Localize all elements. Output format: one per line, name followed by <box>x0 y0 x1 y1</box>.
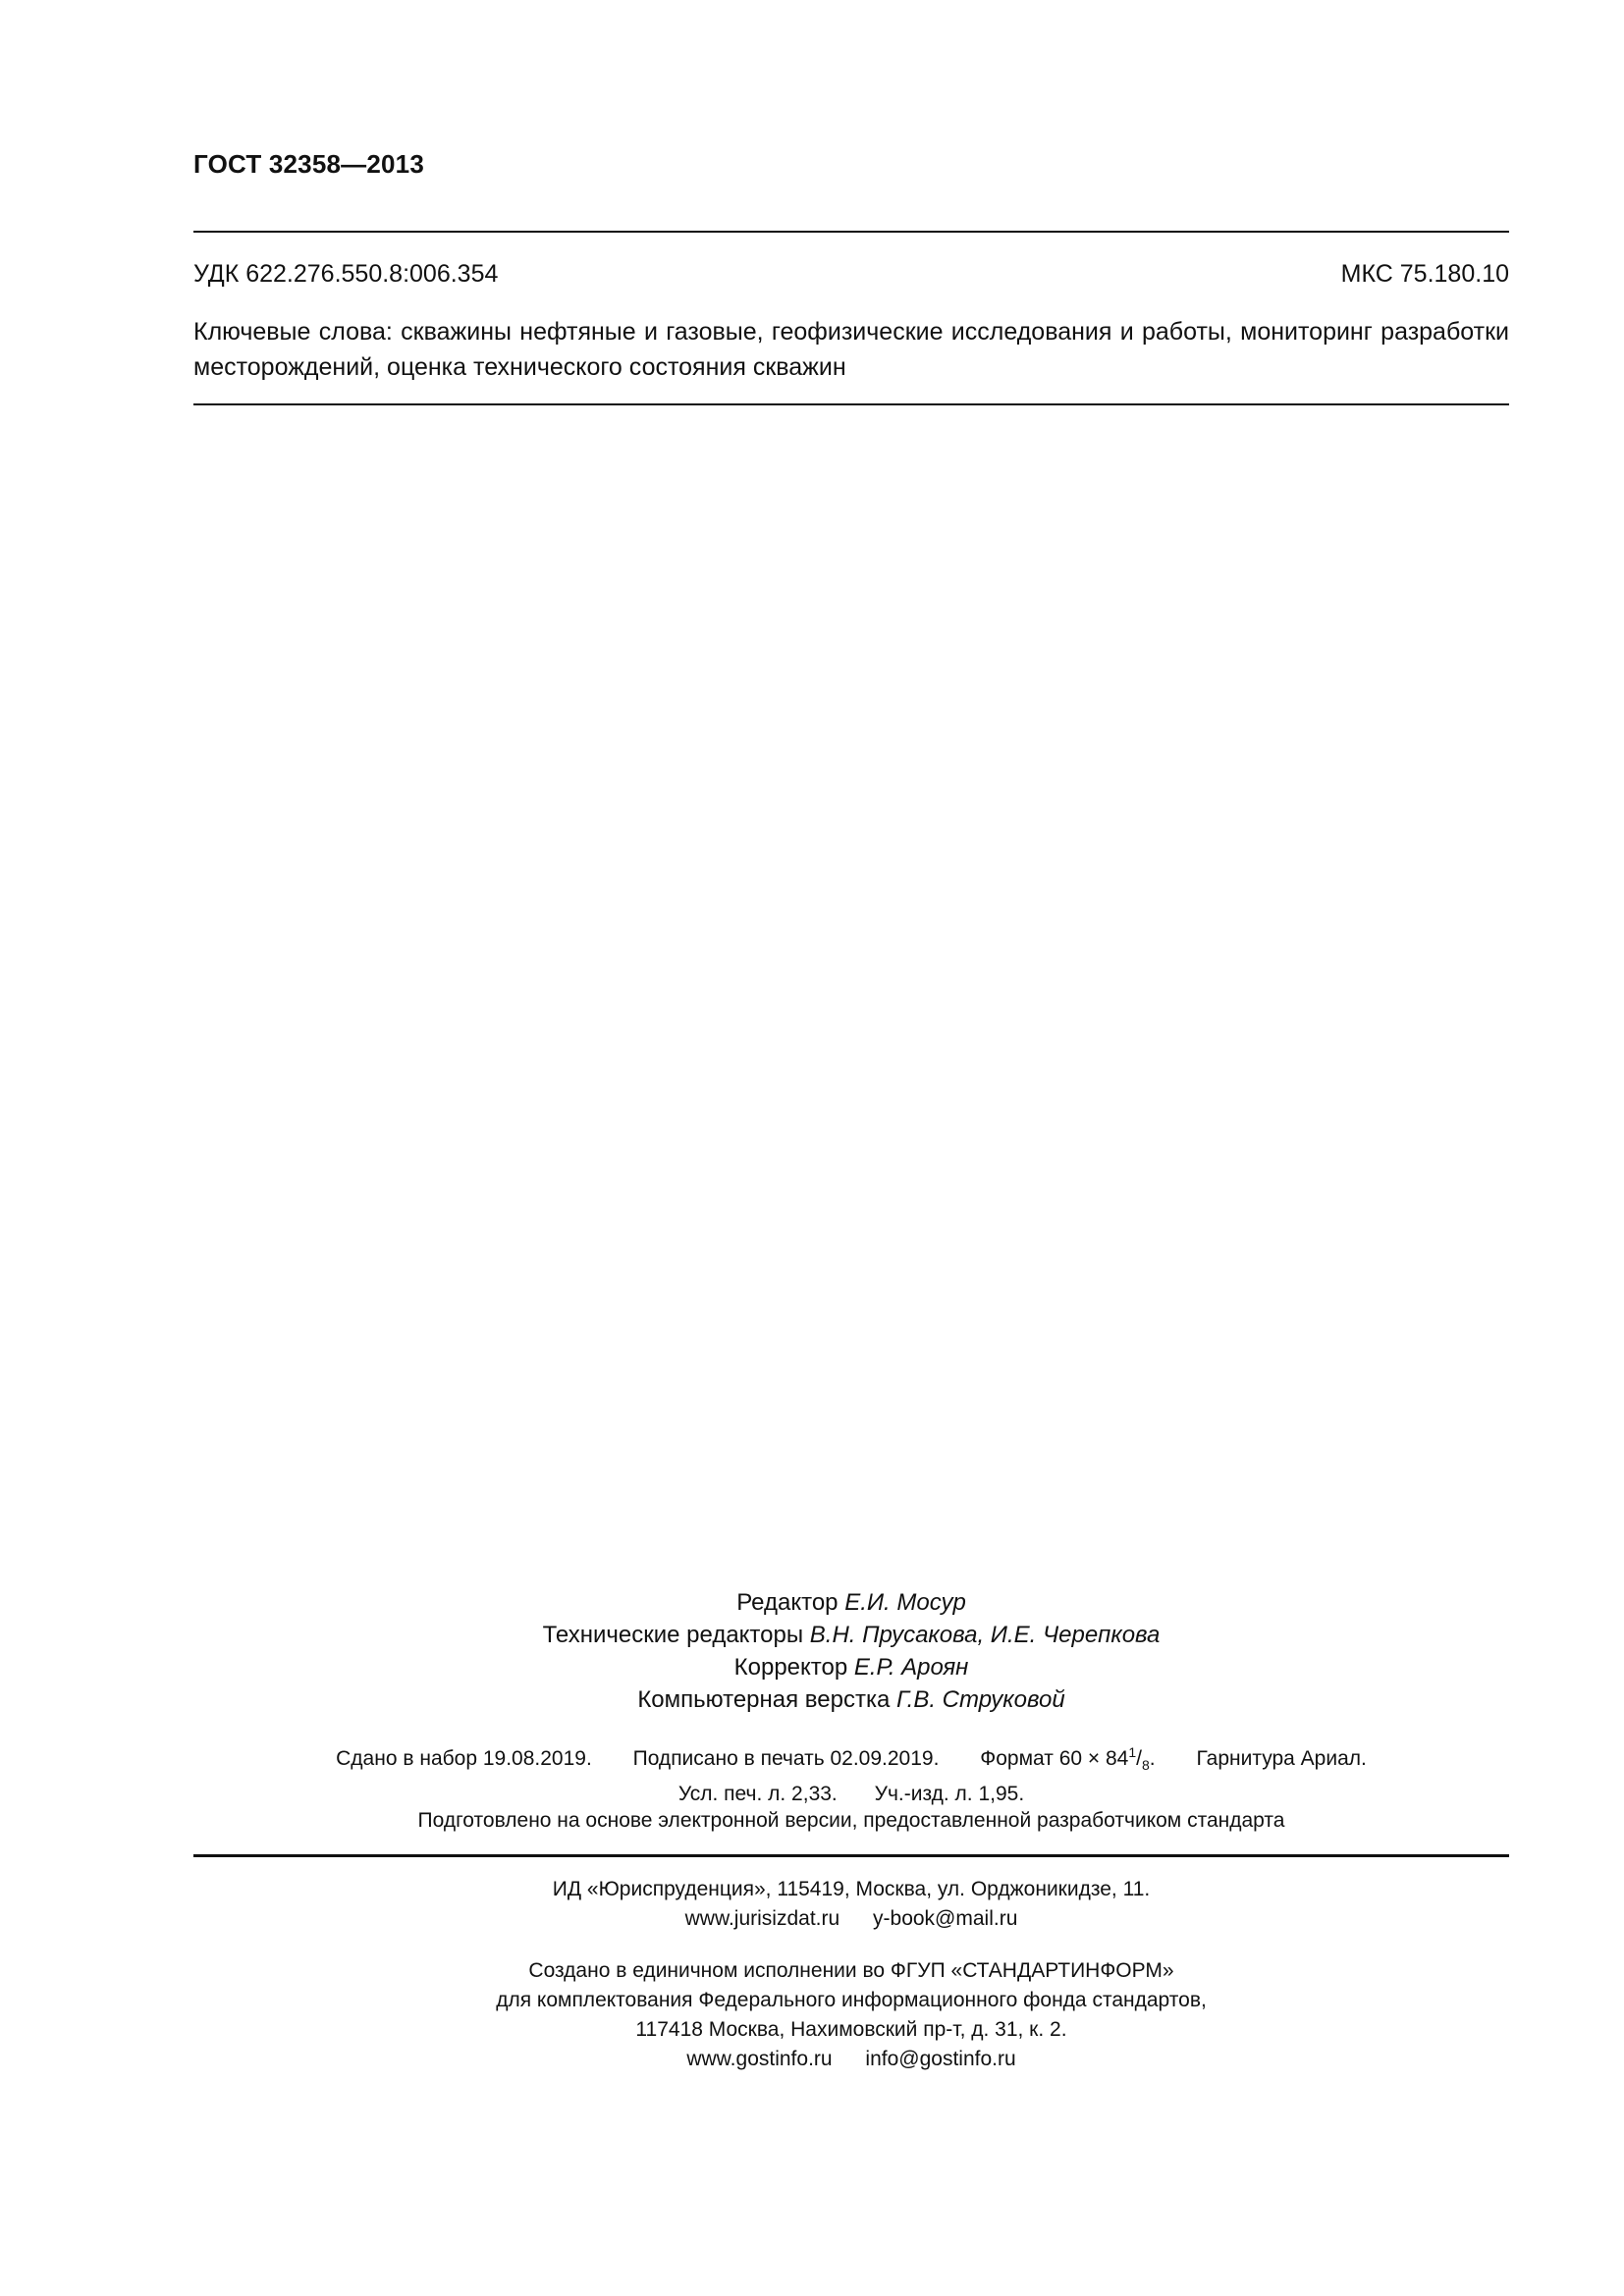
publisher-address: ИД «Юриспруденция», 115419, Москва, ул. Орджоникидзе, 11. <box>552 1878 1151 1900</box>
gostinfo-website-link[interactable]: www.gostinfo.ru <box>686 2048 833 2070</box>
standard-code: ГОСТ 32358—2013 <box>193 149 424 179</box>
created-block <box>193 1956 1509 2074</box>
corrector-label: Корректор <box>733 1654 848 1681</box>
publisher-block <box>193 1875 1509 1934</box>
tech-editors-names: В.Н. Прусакова, И.Е. Черепкова <box>809 1622 1161 1648</box>
credits-block <box>193 1586 1509 1716</box>
tech-editors-line <box>193 1619 1509 1651</box>
format-suffix: . <box>1149 1747 1156 1770</box>
typeface-info: Гарнитура Ариал. <box>1196 1747 1367 1770</box>
layout-name: Г.В. Струковой <box>896 1686 1065 1713</box>
keywords-divider <box>193 403 1509 405</box>
layout-label: Компьютерная верстка <box>637 1686 891 1713</box>
editor-label: Редактор <box>736 1589 839 1616</box>
signed-text: Подписано в печать 02.09.2019. <box>632 1747 940 1770</box>
created-line-1: Создано в единичном исполнении во ФГУП «СТАНДАРТИНФОРМ» <box>528 1959 1174 1982</box>
publisher-email-link[interactable]: y-book@mail.ru <box>873 1907 1018 1930</box>
print-info-row-1 <box>193 1737 1509 1780</box>
mks-code: МКС 75.180.10 <box>1340 260 1509 288</box>
format-info <box>980 1744 1156 1774</box>
print-info <box>193 1737 1509 1809</box>
created-line-2: для комплектования Федерального информационного фонда стандартов, <box>496 1989 1207 2011</box>
tech-editors-label: Технические редакторы <box>542 1622 804 1648</box>
format-separator: / <box>1136 1747 1142 1770</box>
publisher-website-link[interactable]: www.jurisizdat.ru <box>684 1907 840 1930</box>
editor-name: Е.И. Мосур <box>844 1589 966 1616</box>
udk-code: УДК 622.276.550.8:006.354 <box>193 260 499 288</box>
gostinfo-email-link[interactable]: info@gostinfo.ru <box>865 2048 1016 2070</box>
publisher-sheets: Уч.-изд. л. 1,95. <box>874 1783 1025 1806</box>
submitted-date: Сдано в набор 19.08.2019. <box>336 1747 592 1770</box>
prepared-note: Подготовлено на основе электронной версии, предоставленной разработчиком стандарта <box>417 1809 1285 1832</box>
top-divider <box>193 231 1509 233</box>
corrector-name: Е.Р. Ароян <box>853 1654 969 1681</box>
format-numerator: 1 <box>1128 1744 1137 1760</box>
created-line-3: 117418 Москва, Нахимовский пр-т, д. 31, к. 2. <box>635 2018 1067 2041</box>
print-info-row-2 <box>193 1780 1509 1809</box>
print-sheets: Усл. печ. л. 2,33. <box>677 1783 838 1806</box>
format-denominator: 8 <box>1142 1757 1150 1774</box>
publisher-divider <box>193 1854 1509 1857</box>
format-prefix: Формат 60 × 84 <box>980 1747 1129 1770</box>
publisher-links <box>193 1904 1509 1934</box>
editor-line <box>193 1586 1509 1619</box>
layout-line <box>193 1683 1509 1716</box>
corrector-line <box>193 1651 1509 1683</box>
created-links <box>193 2045 1509 2074</box>
signed-date <box>633 1747 940 1770</box>
classification-row <box>193 260 1509 289</box>
keywords: Ключевые слова: скважины нефтяные и газовые, геофизические исследования и работы, мониторинг разработки месторождений, оценка технического состояния скважин <box>193 318 1509 381</box>
